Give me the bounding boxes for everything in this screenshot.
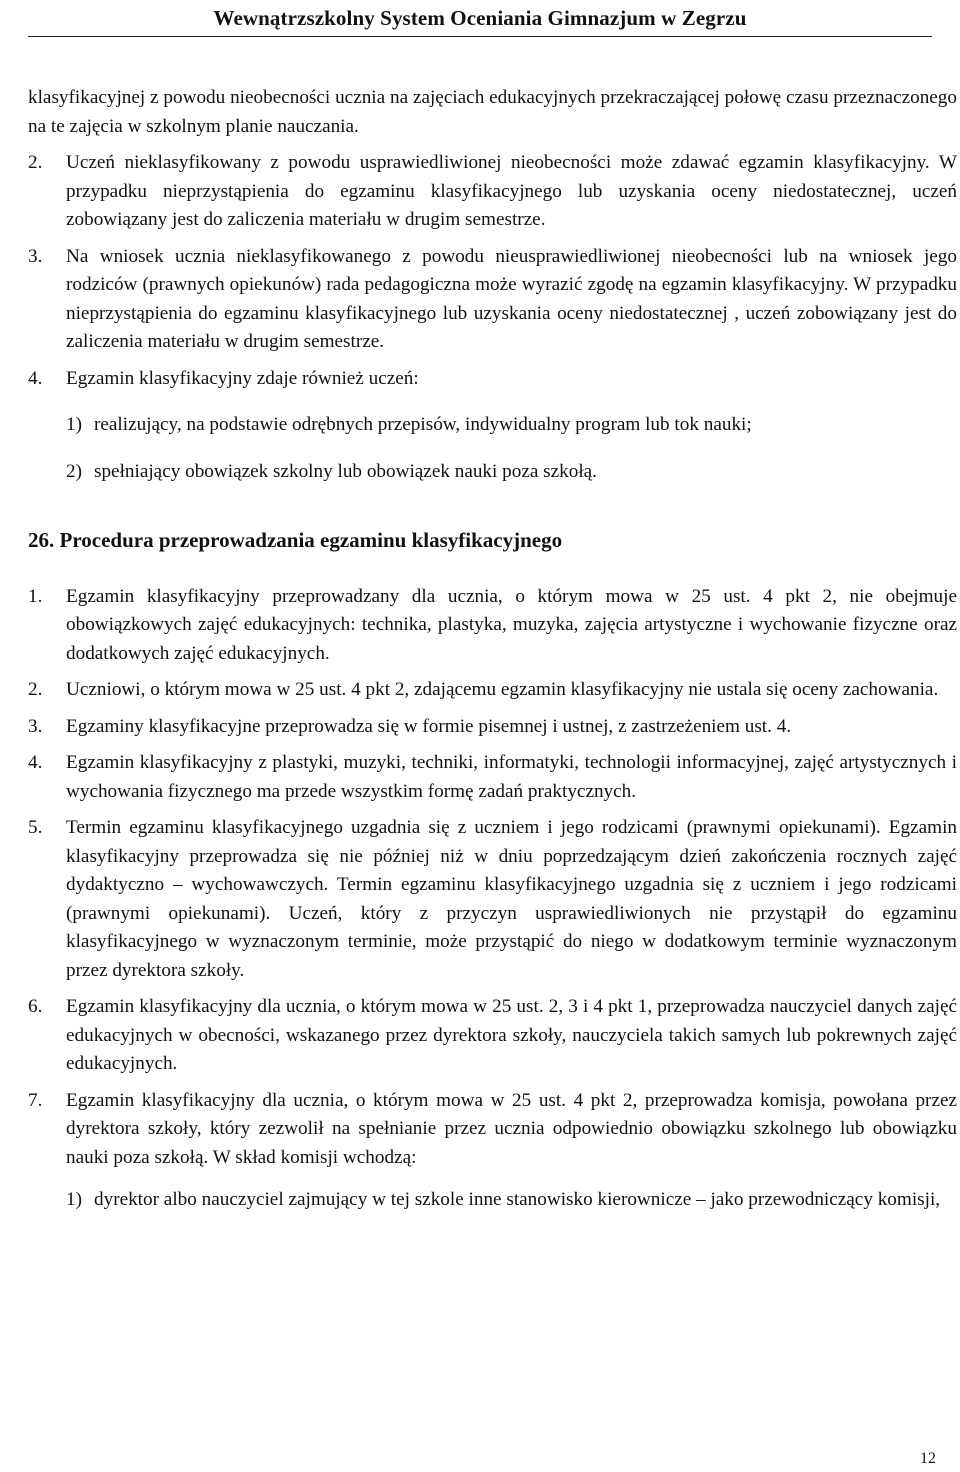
list-item (28, 1087, 957, 1173)
list-item (28, 749, 957, 806)
item-text: Termin egzaminu klasyfikacyjnego uzgadnia się z uczniem i jego rodzicami (prawnymi opiekunami). Egzamin klasyfikacyjny przeprowadza się nie później niż w dniu poprzedzającym dzień zakończenia rocznych zajęć dydaktyczno – wychowawczych. Termin egzaminu klasyfikacyjnego uzgadnia się z uczniem i jego rodzicami (prawnymi opiekunami). Uczeń, który z przyczyn usprawiedliwionych nie przystąpił do egzaminu klasyfikacyjnego w wyznaczonym terminie, może przystąpić do niego w dodatkowym terminie wyznaczonym przez dyrektora szkoły. (66, 817, 957, 981)
document-title: Wewnątrzszkolny System Oceniania Gimnazjum w Zegrzu (213, 6, 747, 30)
item-number: 1. (28, 585, 43, 607)
item-text: Na wniosek ucznia nieklasyfikowanego z powodu nieusprawiedliwionej nieobecności lub na wniosek jego rodziców (prawnych opiekunów) rada pedagogiczna może wyrazić zgodę na egzamin klasyfikacyjny. W przypadku nieprzystąpienia do egzaminu klasyfikacyjnego lub uzyskania oceny niedostatecznej , uczeń zobowiązany jest do zaliczenia materiału w drugim semestrze. (66, 245, 957, 352)
sub-item-text: realizujący, na podstawie odrębnych przepisów, indywidualny program lub tok nauki; (94, 414, 752, 435)
list-item (28, 993, 957, 1079)
header-rule (28, 36, 932, 37)
list-item (28, 149, 957, 235)
item-number: 3. (28, 715, 43, 737)
page-header (0, 0, 960, 40)
list-item (28, 713, 957, 742)
page-number: 12 (920, 1450, 936, 1467)
item-text: Egzamin klasyfikacyjny dla ucznia, o którym mowa w 25 ust. 4 pkt 2, przeprowadza komisja, powołana przez dyrektora szkoły, który zezwolił na spełnianie przez ucznia odpowiednio obowiązku szkolnego lub obowiązku nauki poza szkołą. W skład komisji wchodzą: (66, 1089, 957, 1168)
item-text: Egzamin klasyfikacyjny dla ucznia, o którym mowa w 25 ust. 2, 3 i 4 pkt 1, przeprowadza nauczyciel danych zajęć edukacyjnych w obecności, wskazanego przez dyrektora szkoły, nauczyciela takich samych lub pokrewnych zajęć edukacyjnych. (66, 996, 957, 1074)
item-text: Uczniowi, o którym mowa w 25 ust. 4 pkt 2, zdającemu egzamin klasyfikacyjny nie ustala się oceny zachowania. (66, 679, 939, 700)
sub-list-item (66, 1186, 957, 1215)
continuation-paragraph: klasyfikacyjnej z powodu nieobecności ucznia na zajęciach edukacyjnych przekraczającej połowę czasu przeznaczonego na te zajęcia w szkolnym planie nauczania. (28, 87, 957, 137)
item-text: Egzamin klasyfikacyjny z plastyki, muzyki, techniki, informatyki, technologii informacyjnej, zajęć artystycznych i wychowania fizycznego ma przede wszystkim formę zadań praktycznych. (66, 752, 957, 802)
item-text: Egzaminy klasyfikacyjne przeprowadza się w formie pisemnej i ustnej, z zastrzeżeniem ust. 4. (66, 715, 792, 737)
item-number: 2. (28, 679, 43, 700)
sub-item-number: 2) (66, 460, 82, 482)
item-number: 4. (28, 752, 43, 773)
item-text: Egzamin klasyfikacyjny zdaje również uczeń: (66, 367, 419, 389)
item-number: 5. (28, 817, 43, 838)
item-number: 6. (28, 996, 43, 1017)
item-number: 3. (28, 245, 43, 267)
sub-item-number: 1) (66, 1189, 82, 1210)
item-text: Uczeń nieklasyfikowany z powodu usprawiedliwionej nieobecności może zdawać egzamin klasyfikacyjny. W przypadku nieprzystąpienia do egzaminu klasyfikacyjnego lub uzyskania oceny niedostatecznej, uczeń zobowiązany jest do zaliczenia materiału w drugim semestrze. (66, 152, 957, 230)
list-item (28, 365, 957, 394)
sub-item-number: 1) (66, 414, 82, 435)
list-item (28, 814, 957, 985)
sub-list-item (66, 458, 957, 487)
list-item (28, 676, 957, 705)
sub-list-item (66, 411, 957, 440)
sub-item-text: dyrektor albo nauczyciel zajmujący w tej szkole inne stanowisko kierownicze – jako przewodniczący komisji, (94, 1189, 941, 1210)
item-number: 2. (28, 152, 43, 173)
item-text: Egzamin klasyfikacyjny przeprowadzany dla ucznia, o którym mowa w 25 ust. 4 pkt 2, nie obejmuje obowiązkowych zajęć edukacyjnych: technika, plastyka, muzyka, zajęcia artystyczne i wychowanie fizyczne oraz dodatkowych zajęć edukacyjnych. (66, 585, 957, 664)
list-item (28, 583, 957, 669)
sub-item-text: spełniający obowiązek szkolny lub obowiązek nauki poza szkołą. (94, 460, 597, 482)
list-item (28, 243, 957, 357)
item-number: 7. (28, 1089, 43, 1111)
item-number: 4. (28, 367, 43, 389)
document-body (28, 84, 957, 1215)
section-heading: 26. Procedura przeprowadzania egzaminu klasyfikacyjnego (28, 528, 563, 552)
